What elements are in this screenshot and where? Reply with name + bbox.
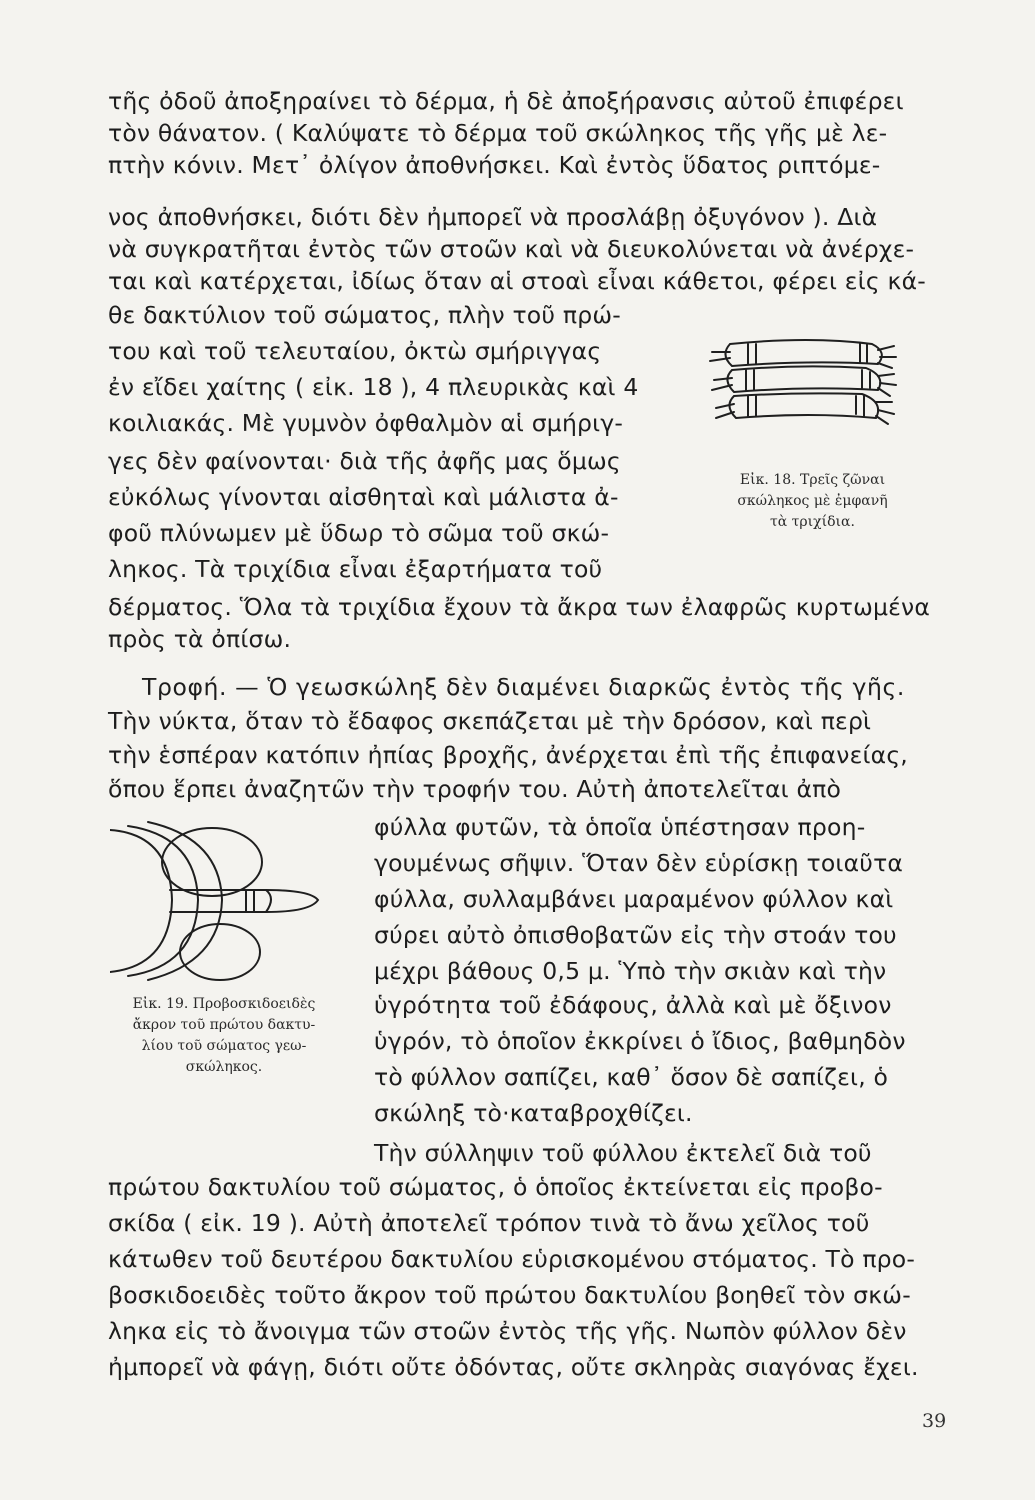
figure-19-caption — [88, 994, 360, 1078]
text-line: νὰ συγκρατῆται ἐντὸς τῶν στοῶν καὶ νὰ διευκολύνεται νὰ ἀνέρχε- — [108, 235, 915, 263]
caption-line: Εἰκ. 19. Προβοσκιδοειδὲς — [132, 996, 316, 1012]
text-line: σύρει αὐτὸ ὀπισθοβατῶν εἰς τὴν στοάν του — [374, 921, 897, 949]
caption-line: ἄκρον τοῦ πρώτου δακτυ- — [132, 1017, 316, 1033]
text-line: του καὶ τοῦ τελευταίου, ὀκτὼ σμήριγγας — [108, 337, 602, 365]
text-line: νος ἀποθνήσκει, διότι δὲν ἠμπορεῖ νὰ προσλάβῃ ὀξυγόνον ). Διὰ — [108, 203, 878, 231]
text-line: θε δακτύλιον τοῦ σώματος, πλὴν τοῦ πρώ- — [108, 301, 621, 329]
text-line: μέχρι βάθους 0,5 μ. Ὑπὸ τὴν σκιὰν καὶ τὴν — [374, 957, 887, 985]
text-line: ληκος. Τὰ τριχίδια εἶναι ἐξαρτήματα τοῦ — [108, 555, 603, 583]
text-line: Τὴν σύλληψιν τοῦ φύλλου ἐκτελεῖ διὰ τοῦ — [374, 1139, 872, 1167]
text-line: δέρματος. Ὅλα τὰ τριχίδια ἔχουν τὰ ἄκρα των ἐλαφρῶς κυρτωμένα — [108, 593, 931, 621]
figure-18-worm-segments — [690, 330, 920, 450]
text-line: ληκα εἰς τὸ ἄνοιγμα τῶν στοῶν ἐντὸς τῆς γῆς. Νωπὸν φύλλον δὲν — [108, 1317, 907, 1345]
text-line: κάτωθεν τοῦ δευτέρου δακτυλίου εὑρισκομένου στόματος. Τὸ προ- — [108, 1245, 916, 1273]
text-line: ὅπου ἕρπει ἀναζητῶν τὴν τροφήν του. Αὐτὴ ἀποτελεῖται ἀπὸ — [108, 775, 842, 803]
text-line: πρὸς τὰ ὀπίσω. — [108, 625, 292, 653]
caption-line: λίου τοῦ σώματος γεω- — [141, 1038, 307, 1054]
text-line: εὐκόλως γίνονται αἰσθηταὶ καὶ μάλιστα ἀ- — [108, 483, 619, 511]
text-line: γες δὲν φαίνονται· διὰ τῆς ἀφῆς μας ὅμως — [108, 447, 621, 475]
text-line: τὴν ἑσπέραν κατόπιν ἠπίας βροχῆς, ἀνέρχεται ἐπὶ τῆς ἐπιφανείας, — [108, 741, 908, 769]
text-line: τῆς ὀδοῦ ἀποξηραίνει τὸ δέρμα, ἡ δὲ ἀποξήρανσις αὐτοῦ ἐπιφέρει — [108, 87, 904, 115]
text-line: ὑγρόν, τὸ ὁποῖον ἐκκρίνει ὁ ἴδιος, βαθμηδὸν — [374, 1027, 906, 1055]
text-line: τὸν θάνατον. ( Καλύψατε τὸ δέρμα τοῦ σκώληκος τῆς γῆς μὲ λε- — [108, 119, 888, 147]
text-line: φοῦ πλύνωμεν μὲ ὕδωρ τὸ σῶμα τοῦ σκώ- — [108, 519, 610, 547]
caption-line: Εἰκ. 18. Τρεῖς ζῶναι — [739, 472, 886, 488]
text-line: φύλλα, συλλαμβάνει μαραμένον φύλλον καὶ — [374, 885, 894, 913]
page-number: 39 — [922, 1410, 947, 1432]
text-line: πρώτου δακτυλίου τοῦ σώματος, ὁ ὁποῖος ἐκτείνεται εἰς προβο- — [108, 1173, 883, 1201]
caption-line: σκώληκος μὲ ἐμφανῆ — [737, 493, 888, 509]
text-line: πτὴν κόνιν. Μετ᾽ ὀλίγον ἀποθνήσκει. Καὶ ἐντὸς ὕδατος ριπτόμε- — [108, 151, 881, 179]
caption-line: σκώληκος. — [185, 1059, 263, 1075]
caption-line: τὰ τριχίδια. — [770, 514, 855, 530]
text-line: ἠμπορεῖ νὰ φάγῃ, διότι οὔτε ὀδόντας, οὔτε σκληρὰς σιαγόνας ἔχει. — [108, 1353, 919, 1381]
text-line: τὸ φύλλον σαπίζει, καθ᾽ ὅσον δὲ σαπίζει, ὁ — [374, 1063, 889, 1091]
text-line: Τὴν νύκτα, ὅταν τὸ ἔδαφος σκεπάζεται μὲ τὴν δρόσον, καὶ περὶ — [108, 707, 872, 735]
figure-18-caption — [690, 470, 935, 533]
figure-19-proboscis — [110, 810, 340, 990]
text-line: ται καὶ κατέρχεται, ἰδίως ὅταν αἱ στοαὶ εἶναι κάθετοι, φέρει εἰς κά- — [108, 267, 926, 295]
text-line: φύλλα φυτῶν, τὰ ὁποῖα ὑπέστησαν προη- — [374, 813, 866, 841]
text-line: γουμένως σῆψιν. Ὅταν δὲν εὑρίσκῃ τοιαῦτα — [374, 849, 904, 877]
text-line: ἐν εἴδει χαίτης ( εἰκ. 18 ), 4 πλευρικὰς καὶ 4 — [108, 373, 639, 401]
text-line: βοσκιδοειδὲς τοῦτο ἄκρον τοῦ πρώτου δακτυλίου βοηθεῖ τὸν σκώ- — [108, 1281, 911, 1309]
text-line: σκίδα ( εἰκ. 19 ). Αὐτὴ ἀποτελεῖ τρόπον τινὰ τὸ ἄνω χεῖλος τοῦ — [108, 1209, 870, 1237]
text-line: σκώληξ τὸ·καταβροχθίζει. — [374, 1099, 693, 1127]
section-heading-line: Τροφή. — Ὁ γεωσκώληξ δὲν διαμένει διαρκῶς ἐντὸς τῆς γῆς. — [142, 673, 905, 701]
text-line: κοιλιακάς. Μὲ γυμνὸν ὀφθαλμὸν αἱ σμήριγ- — [108, 409, 624, 437]
text-line: ὑγρότητα τοῦ ἐδάφους, ἀλλὰ καὶ μὲ ὄξινον — [374, 991, 892, 1019]
